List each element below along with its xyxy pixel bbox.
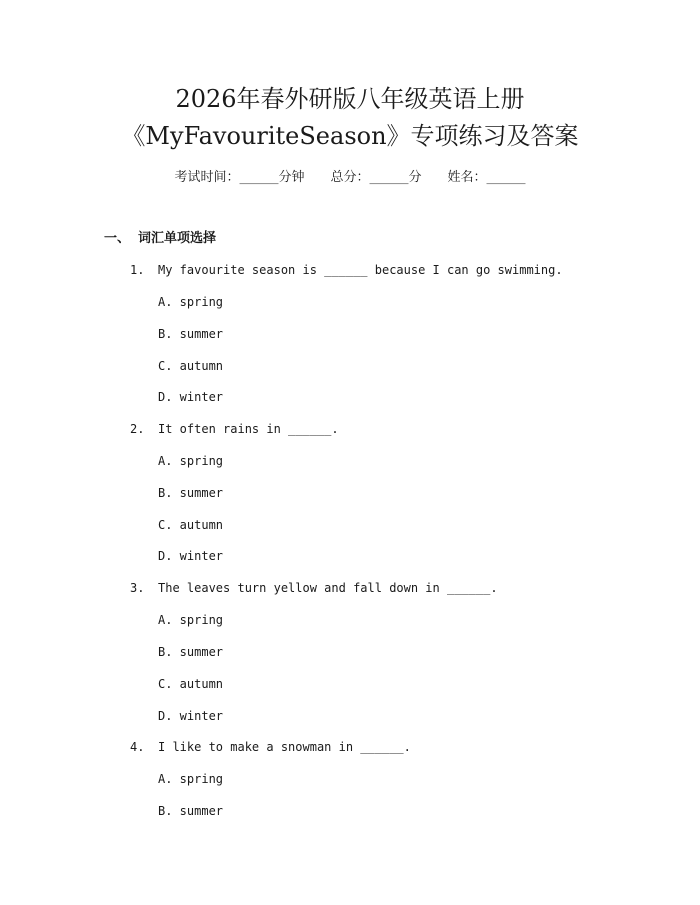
section-heading — [104, 230, 216, 248]
question-text: My favourite season is ______ because I can go swimming. — [158, 263, 563, 277]
exam-info — [0, 169, 700, 187]
question-1 — [130, 262, 563, 278]
question-3-option-d: D. winter — [158, 709, 224, 723]
question-number: 2. — [130, 422, 145, 436]
question-3-option-a: A. spring — [158, 613, 224, 627]
question-4 — [130, 739, 411, 755]
question-3 — [130, 580, 498, 596]
question-1-option-c: C. autumn — [158, 359, 224, 373]
question-3-option-b: B. summer — [158, 645, 224, 659]
question-number: 3. — [130, 581, 145, 595]
section-title: 词汇单项选择 — [138, 231, 217, 246]
total-score-field: 总分：______分 — [330, 170, 422, 185]
question-3-option-c: C. autumn — [158, 677, 224, 691]
student-name-field: 姓名：______ — [447, 170, 526, 185]
question-1-option-d: D. winter — [158, 390, 224, 404]
section-number: 一、 — [104, 231, 131, 246]
question-1-option-a: A. spring — [158, 295, 224, 309]
page-title-line-2: 《MyFavouriteSeason》专项练习及答案 — [121, 122, 579, 150]
question-number: 4. — [130, 740, 145, 754]
question-2-option-a: A. spring — [158, 454, 224, 468]
question-4-option-b: B. summer — [158, 804, 224, 818]
question-text: I like to make a snowman in ______. — [158, 740, 411, 754]
page-title-line-1: 2026年春外研版八年级英语上册 — [175, 85, 525, 113]
exam-time-field: 考试时间：______分钟 — [174, 170, 305, 185]
question-4-option-a: A. spring — [158, 772, 224, 786]
question-text: It often rains in ______. — [158, 422, 339, 436]
question-text: The leaves turn yellow and fall down in ______. — [158, 581, 498, 595]
question-2-option-b: B. summer — [158, 486, 224, 500]
question-2-option-d: D. winter — [158, 549, 224, 563]
question-2-option-c: C. autumn — [158, 518, 224, 532]
question-number: 1. — [130, 263, 145, 277]
question-2 — [130, 421, 339, 437]
question-1-option-b: B. summer — [158, 327, 224, 341]
